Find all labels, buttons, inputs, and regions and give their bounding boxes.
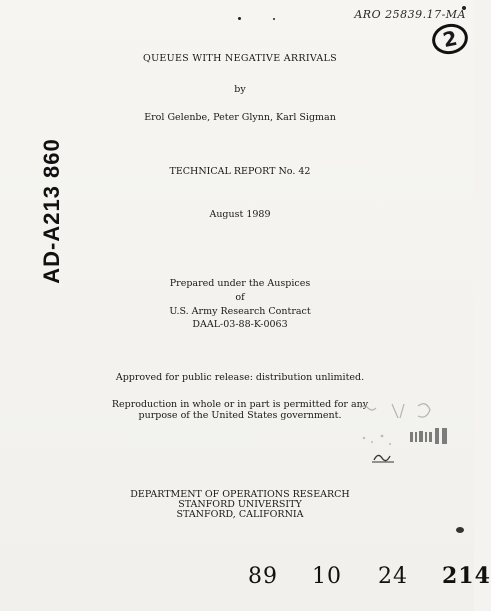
accession-part-2: 10 <box>312 564 342 589</box>
accession-part-1: 89 <box>248 564 278 589</box>
approval-statement: Approved for public release: distribution unlimited. <box>115 372 365 383</box>
accession-part-3: 24 <box>378 564 408 589</box>
accession-stamp <box>248 563 491 589</box>
scan-speck <box>273 18 275 20</box>
contract-number: DAAL-03-88-K-0063 <box>192 319 288 330</box>
scan-speck <box>238 17 241 20</box>
reproduction-line-2: purpose of the United States government. <box>138 410 342 421</box>
report-date: August 1989 <box>209 209 271 220</box>
ad-accession-number: AD-A213 860 <box>39 138 64 284</box>
authors: Erol Gelenbe, Peter Glynn, Karl Sigman <box>144 112 336 123</box>
prepared-line-1: Prepared under the Auspices <box>169 278 311 289</box>
report-title: QUEUES WITH NEGATIVE ARRIVALS <box>143 53 337 64</box>
department-line-1: DEPARTMENT OF OPERATIONS RESEARCH <box>130 489 350 500</box>
scan-smudge <box>456 527 464 533</box>
accession-part-4: 214 <box>442 563 491 589</box>
handwritten-reference: ARO 25839.17-MA <box>354 8 466 21</box>
department-line-3: STANFORD, CALIFORNIA <box>176 509 304 520</box>
reproduction-line-1: Reproduction in whole or in part is permitted for any <box>111 399 369 410</box>
circled-copy-number <box>429 21 470 58</box>
prepared-line-3: U.S. Army Research Contract <box>169 306 311 317</box>
faint-dtic-stamp <box>352 398 456 468</box>
department-line-2: STANFORD UNIVERSITY <box>178 499 302 510</box>
circled-number-text: 2 <box>440 25 460 53</box>
by-text: by <box>234 84 246 95</box>
report-number: TECHNICAL REPORT No. 42 <box>169 166 311 177</box>
prepared-line-2: of <box>235 292 245 303</box>
